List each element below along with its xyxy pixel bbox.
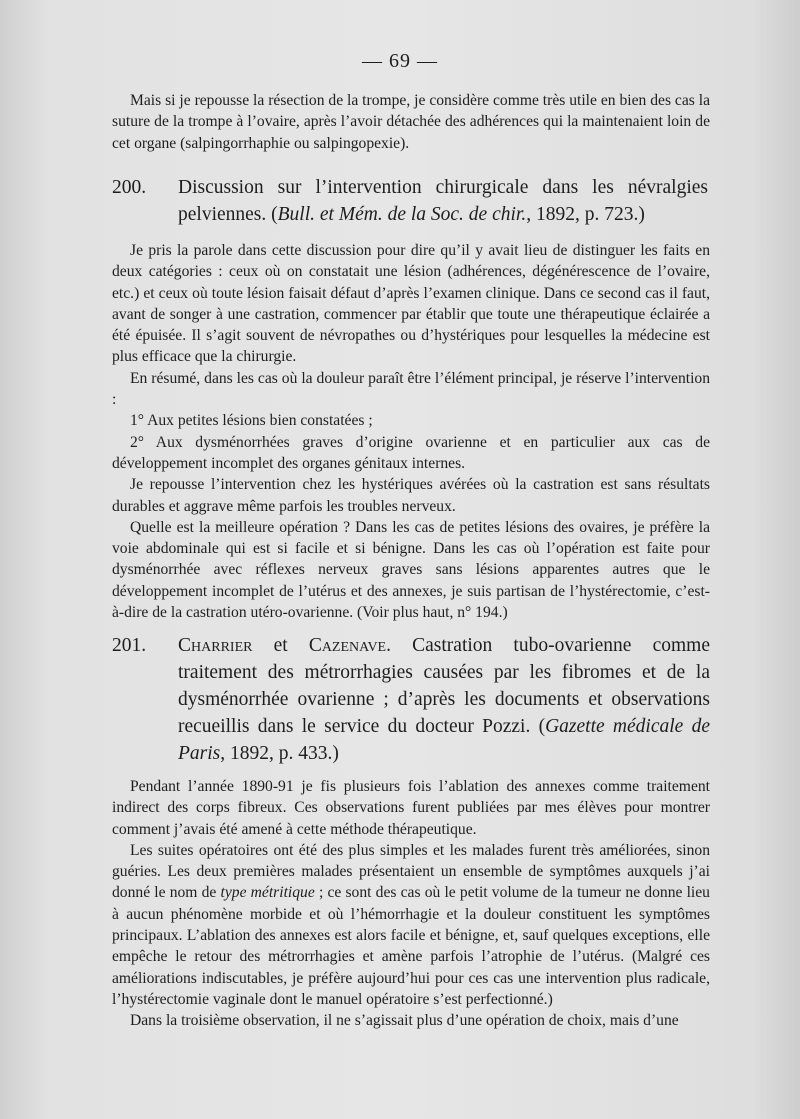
entry-200-ref-rest: , 1892, p. 723.) (526, 204, 645, 225)
body-201-paragraph-2 (112, 840, 710, 1010)
entry-200-heading (112, 174, 708, 228)
body-200-paragraph-1: Je pris la parole dans cette discussion pour dire qu’il y avait lieu de distinguer les faits en deux catégories : ceux où on constatait une lésion (adhérences, dégénérescence de l’ovaire, etc.) et ceux où toute lésion faisait défaut d’après l’examen clinique. Dans ce second cas il faut, avant de songer à une castration, commencer par établir que toute une thérapeutique éclairée a été épuisée. Il s’agit souvent de névropathes ou d’hystériques pour lesquelles la médecine est plus efficace que la chirurgie. (112, 242, 710, 366)
entry-201-title-block (178, 632, 710, 767)
entry-201-author-1: Charrier (178, 635, 253, 656)
body-201-paragraph-3: Dans la troisième observation, il ne s’agissait plus d’une opération de choix, mais d’une (130, 1012, 679, 1030)
entry-200-ref-open: ( (271, 204, 278, 225)
entry-201-heading (112, 632, 710, 767)
entry-200-title-block (178, 174, 708, 228)
body-200-paragraph-3: Je repousse l’intervention chez les hystériques avérées où la castration est sans résultats durables et aggrave même parfois les troubles nerveux. (112, 476, 710, 515)
entry-201-and: et (252, 635, 309, 656)
body-201-paragraph-2-end: ; ce sont des cas où le petit volume de la tumeur ne donne lieu à aucun phénomène morbide et où l’hémorrhagie et la douleur constituent les symptômes principaux. L’ablation des annexes est alors facile et bénigne, et, sauf quelques exceptions, elle empêche le retour des métrorrhagies et amène parfois l’atrophie de l’utérus. (Malgré ces améliorations indiscutables, je préfère aujourd’hui pour ces cas une intervention plus radicale, l’hystérectomie vaginale dont le manuel opératoire s’est perfectionné.) (112, 884, 710, 1008)
entry-201-title: . Castration tubo-ovarienne comme traitement des métrorrhagies causées par les fibromes et de la dysménorrhée ovarienne ; d’après les documents et observations recueillis dans le service du docteur Pozzi. ( (178, 635, 710, 737)
entry-201-number: 201. (112, 635, 147, 656)
page-number: — 69 — (362, 50, 438, 72)
body-201-paragraph-1: Pendant l’année 1890-91 je fis plusieurs fois l’ablation des annexes comme traitement indirect des corps fibreux. Ces observations furent publiées par mes élèves pour montrer comment j’avais été amené à cette méthode thérapeutique. (112, 778, 710, 838)
entry-201-ref-rest: , 1892, p. 433.) (220, 743, 339, 764)
intro-paragraph: Mais si je repousse la résection de la trompe, je considère comme très utile en bien des cas la suture de la trompe à l’ovaire, après l’avoir détachée des adhérences qui la maintenaient loin de cet organe (salpingorrhaphie ou salpingopexie). (112, 92, 710, 152)
entry-200-body (112, 240, 710, 623)
body-201-paragraph-2-start: Les suites opératoires ont été des plus simples et les malades furent très améliorées, sinon guéries. Les deux premières malades présentaient un ensemble de symptômes auxquels j’ai donné le nom de (112, 841, 710, 902)
body-200-list-item-2: 2° Aux dysménorrhées graves d’origine ovarienne et en particulier aux cas de développement incomplet des organes génitaux internes. (112, 433, 710, 472)
entry-200-ref-source: Bull. et Mém. de la Soc. de chir. (277, 204, 527, 225)
entry-200-title: Discussion sur l’intervention chirurgicale dans les névralgies pelviennes. (178, 177, 708, 225)
body-200-paragraph-4: Quelle est la meilleure opération ? Dans les cas de petites lésions des ovaires, je préfère la voie abdominale qui est si facile et si bénigne. Dans les cas où l’opération est faite pour dysménorrhée avec réflexes nerveux graves sans lésions apparentes autres que le développement incomplet de l’utérus et des annexes, je suis partisan de l’hystérectomie, c’est-à-dire de la castration utéro-ovarienne. (Voir plus haut, n° 194.) (112, 518, 710, 622)
body-200-list-item-1: 1° Aux petites lésions bien constatées ; (130, 412, 373, 430)
entry-201-author-2: Cazenave (308, 635, 387, 656)
body-201-term-type-metritique: type métritique (220, 884, 315, 902)
entry-201-body (112, 776, 710, 1032)
entry-201-ref-source: Gazette médicale de Paris (178, 716, 710, 764)
entry-200-number: 200. (112, 177, 147, 198)
body-200-paragraph-2: En résumé, dans les cas où la douleur paraît être l’élément principal, je réserve l’intervention : (112, 369, 710, 409)
